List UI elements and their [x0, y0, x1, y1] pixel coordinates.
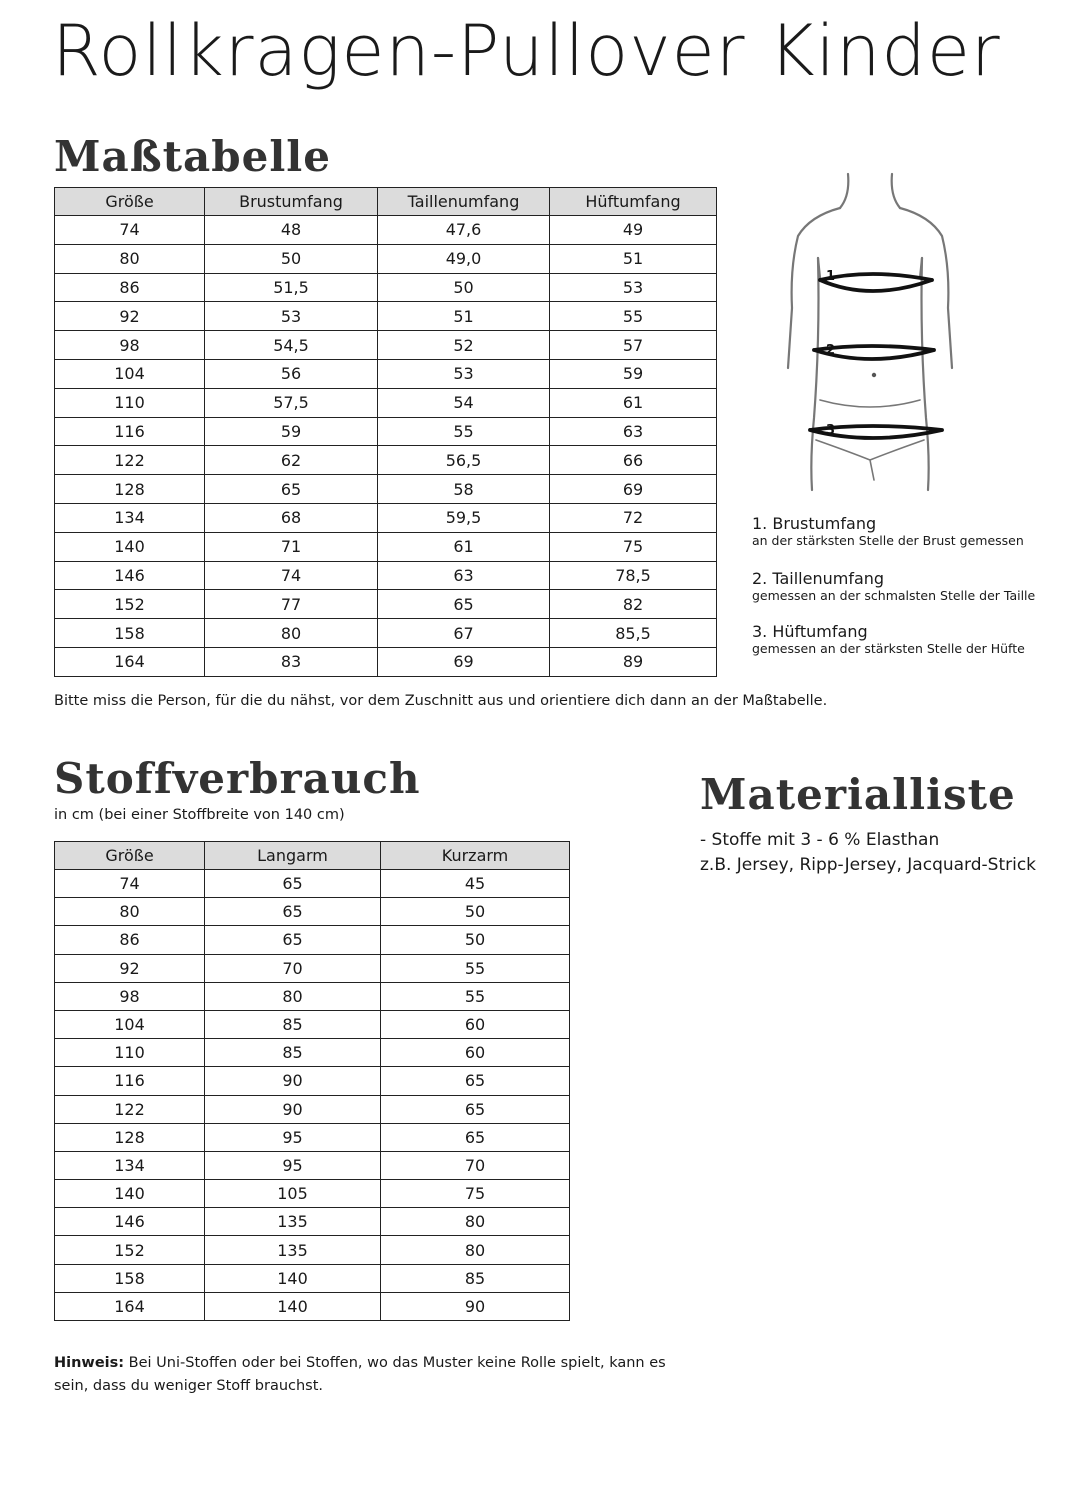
table-header-row — [55, 842, 570, 870]
fabric-usage-subtitle: in cm (bei einer Stoffbreite von 140 cm) — [54, 807, 345, 823]
hint-label: Hinweis: — [54, 1355, 125, 1371]
table-cell: 104 — [55, 1010, 205, 1038]
table-cell: 50 — [378, 273, 550, 302]
marker-1: 1 — [826, 269, 836, 284]
table-cell: 164 — [55, 1292, 205, 1320]
table-cell: 65 — [205, 898, 381, 926]
table-cell: 95 — [205, 1123, 381, 1151]
table-cell: 55 — [381, 982, 570, 1010]
table-cell: 49 — [550, 216, 717, 245]
table-cell: 92 — [55, 954, 205, 982]
chest-measure-line — [820, 274, 932, 291]
table-cell: 80 — [205, 619, 378, 648]
table-row — [55, 647, 717, 676]
table-cell: 98 — [55, 331, 205, 360]
table-row — [55, 503, 717, 532]
table-row — [55, 475, 717, 504]
column-header-hip: Hüftumfang — [550, 188, 717, 216]
table-cell: 53 — [205, 302, 378, 331]
table-cell: 77 — [205, 590, 378, 619]
table-row — [55, 532, 717, 561]
table-cell: 140 — [205, 1292, 381, 1320]
belly-outline — [820, 400, 920, 407]
table-cell: 65 — [205, 926, 381, 954]
table-cell: 98 — [55, 982, 205, 1010]
legend-desc: gemessen an der stärksten Stelle der Hüfte — [752, 641, 1025, 656]
table-cell: 146 — [55, 561, 205, 590]
table-cell: 110 — [55, 388, 205, 417]
table-cell: 59 — [205, 417, 378, 446]
table-row — [55, 331, 717, 360]
table-row — [55, 954, 570, 982]
table-cell: 134 — [55, 1151, 205, 1179]
material-item: - Stoffe mit 3 - 6 % Elasthan — [700, 830, 940, 850]
table-cell: 80 — [55, 244, 205, 273]
table-cell: 50 — [381, 926, 570, 954]
table-cell: 135 — [205, 1208, 381, 1236]
table-cell: 128 — [55, 1123, 205, 1151]
table-cell: 60 — [381, 1010, 570, 1038]
table-cell: 69 — [378, 647, 550, 676]
table-cell: 90 — [381, 1292, 570, 1320]
table-cell: 72 — [550, 503, 717, 532]
table-cell: 74 — [205, 561, 378, 590]
table-cell: 60 — [381, 1039, 570, 1067]
fabric-usage-heading: Stoffverbrauch — [54, 754, 421, 803]
table-cell: 65 — [381, 1095, 570, 1123]
table-cell: 71 — [205, 532, 378, 561]
table-row — [55, 302, 717, 331]
table-cell: 52 — [378, 331, 550, 360]
table-cell: 152 — [55, 1236, 205, 1264]
table-cell: 58 — [378, 475, 550, 504]
table-cell: 70 — [205, 954, 381, 982]
table-cell: 48 — [205, 216, 378, 245]
table-cell: 65 — [378, 590, 550, 619]
table-header-row — [55, 188, 717, 216]
size-chart-table — [54, 187, 717, 677]
table-row — [55, 388, 717, 417]
table-cell: 122 — [55, 446, 205, 475]
table-cell: 85 — [205, 1039, 381, 1067]
table-cell: 49,0 — [378, 244, 550, 273]
legend-desc: an der stärksten Stelle der Brust gemessen — [752, 533, 1024, 548]
table-cell: 116 — [55, 1067, 205, 1095]
table-cell: 63 — [378, 561, 550, 590]
fabric-usage-table — [54, 841, 570, 1321]
column-header-size: Größe — [55, 842, 205, 870]
table-cell: 54 — [378, 388, 550, 417]
table-cell: 140 — [55, 532, 205, 561]
table-cell: 54,5 — [205, 331, 378, 360]
table-cell: 74 — [55, 216, 205, 245]
table-cell: 61 — [550, 388, 717, 417]
table-cell: 55 — [550, 302, 717, 331]
table-cell: 158 — [55, 619, 205, 648]
table-cell: 110 — [55, 1039, 205, 1067]
table-row — [55, 216, 717, 245]
table-cell: 45 — [381, 870, 570, 898]
table-cell: 80 — [205, 982, 381, 1010]
table-cell: 51 — [378, 302, 550, 331]
table-cell: 146 — [55, 1208, 205, 1236]
marker-2: 2 — [826, 343, 836, 358]
table-row — [55, 1292, 570, 1320]
table-cell: 140 — [205, 1264, 381, 1292]
shoulder-outline — [788, 208, 952, 368]
table-row — [55, 1208, 570, 1236]
table-cell: 50 — [205, 244, 378, 273]
table-cell: 51,5 — [205, 273, 378, 302]
table-row — [55, 1095, 570, 1123]
table-cell: 95 — [205, 1151, 381, 1179]
table-row — [55, 1151, 570, 1179]
table-cell: 104 — [55, 359, 205, 388]
table-cell: 128 — [55, 475, 205, 504]
table-cell: 55 — [381, 954, 570, 982]
table-cell: 86 — [55, 273, 205, 302]
material-list — [700, 828, 1036, 878]
table-cell: 75 — [550, 532, 717, 561]
marker-3: 3 — [826, 423, 836, 438]
table-row — [55, 1010, 570, 1038]
table-row — [55, 273, 717, 302]
table-row — [55, 1067, 570, 1095]
legend-hip — [752, 622, 1025, 656]
table-cell: 78,5 — [550, 561, 717, 590]
table-cell: 164 — [55, 647, 205, 676]
table-cell: 62 — [205, 446, 378, 475]
table-cell: 70 — [381, 1151, 570, 1179]
table-cell: 59 — [550, 359, 717, 388]
table-cell: 116 — [55, 417, 205, 446]
table-cell: 158 — [55, 1264, 205, 1292]
table-cell: 65 — [205, 870, 381, 898]
table-cell: 80 — [381, 1236, 570, 1264]
column-header-chest: Brustumfang — [205, 188, 378, 216]
table-cell: 85 — [381, 1264, 570, 1292]
table-cell: 59,5 — [378, 503, 550, 532]
table-row — [55, 1180, 570, 1208]
table-cell: 69 — [550, 475, 717, 504]
table-cell: 55 — [378, 417, 550, 446]
table-row — [55, 244, 717, 273]
table-cell: 47,6 — [378, 216, 550, 245]
table-cell: 140 — [55, 1180, 205, 1208]
table-cell: 152 — [55, 590, 205, 619]
legend-desc: gemessen an der schmalsten Stelle der Taille — [752, 588, 1036, 603]
table-cell: 65 — [205, 475, 378, 504]
body-measurement-figure — [770, 168, 970, 498]
table-cell: 67 — [378, 619, 550, 648]
table-cell: 85,5 — [550, 619, 717, 648]
legend-title: 3. Hüftumfang — [752, 622, 868, 641]
table-row — [55, 1123, 570, 1151]
size-chart-heading: Maßtabelle — [54, 132, 331, 181]
table-cell: 85 — [205, 1010, 381, 1038]
column-header-long-sleeve: Langarm — [205, 842, 381, 870]
table-row — [55, 870, 570, 898]
table-cell: 135 — [205, 1236, 381, 1264]
table-cell: 61 — [378, 532, 550, 561]
table-row — [55, 446, 717, 475]
table-row — [55, 1264, 570, 1292]
table-cell: 89 — [550, 647, 717, 676]
size-chart-note: Bitte miss die Person, für die du nähst, vor dem Zuschnitt aus und orientiere dich dann an der Maßtabelle. — [54, 693, 828, 709]
table-cell: 51 — [550, 244, 717, 273]
table-row — [55, 1039, 570, 1067]
table-cell: 80 — [55, 898, 205, 926]
hint-text: Bei Uni-Stoffen oder bei Stoffen, wo das Muster keine Rolle spielt, kann es sein, dass du weniger Stoff brauchst. — [54, 1355, 666, 1394]
table-cell: 105 — [205, 1180, 381, 1208]
material-list-heading: Materialliste — [700, 770, 1016, 819]
table-row — [55, 417, 717, 446]
table-row — [55, 898, 570, 926]
table-cell: 56,5 — [378, 446, 550, 475]
table-cell: 86 — [55, 926, 205, 954]
table-cell: 75 — [381, 1180, 570, 1208]
table-cell: 68 — [205, 503, 378, 532]
column-header-size: Größe — [55, 188, 205, 216]
legend-title: 1. Brustumfang — [752, 514, 877, 533]
table-row — [55, 561, 717, 590]
table-cell: 53 — [378, 359, 550, 388]
table-cell: 134 — [55, 503, 205, 532]
table-row — [55, 619, 717, 648]
fabric-hint — [54, 1352, 694, 1398]
table-cell: 65 — [381, 1123, 570, 1151]
table-row — [55, 1236, 570, 1264]
legend-title: 2. Taillenumfang — [752, 569, 885, 588]
table-cell: 57 — [550, 331, 717, 360]
table-cell: 66 — [550, 446, 717, 475]
neck-outline — [840, 174, 900, 208]
column-header-waist: Taillenumfang — [378, 188, 550, 216]
legend-chest — [752, 514, 1024, 548]
leg-outline — [816, 440, 924, 480]
table-row — [55, 359, 717, 388]
table-row — [55, 590, 717, 619]
table-cell: 65 — [381, 1067, 570, 1095]
table-cell: 74 — [55, 870, 205, 898]
column-header-short-sleeve: Kurzarm — [381, 842, 570, 870]
table-cell: 90 — [205, 1067, 381, 1095]
page-title: Rollkragen-Pullover Kinder — [52, 10, 1001, 92]
table-cell: 82 — [550, 590, 717, 619]
table-cell: 83 — [205, 647, 378, 676]
table-cell: 53 — [550, 273, 717, 302]
table-cell: 90 — [205, 1095, 381, 1123]
table-cell: 57,5 — [205, 388, 378, 417]
legend-waist — [752, 569, 1035, 603]
table-row — [55, 926, 570, 954]
table-cell: 56 — [205, 359, 378, 388]
table-row — [55, 982, 570, 1010]
table-cell: 63 — [550, 417, 717, 446]
table-cell: 92 — [55, 302, 205, 331]
navel-dot — [872, 373, 876, 377]
table-cell: 50 — [381, 898, 570, 926]
table-cell: 80 — [381, 1208, 570, 1236]
material-item: z.B. Jersey, Ripp-Jersey, Jacquard-Strick — [700, 855, 1037, 875]
table-cell: 122 — [55, 1095, 205, 1123]
